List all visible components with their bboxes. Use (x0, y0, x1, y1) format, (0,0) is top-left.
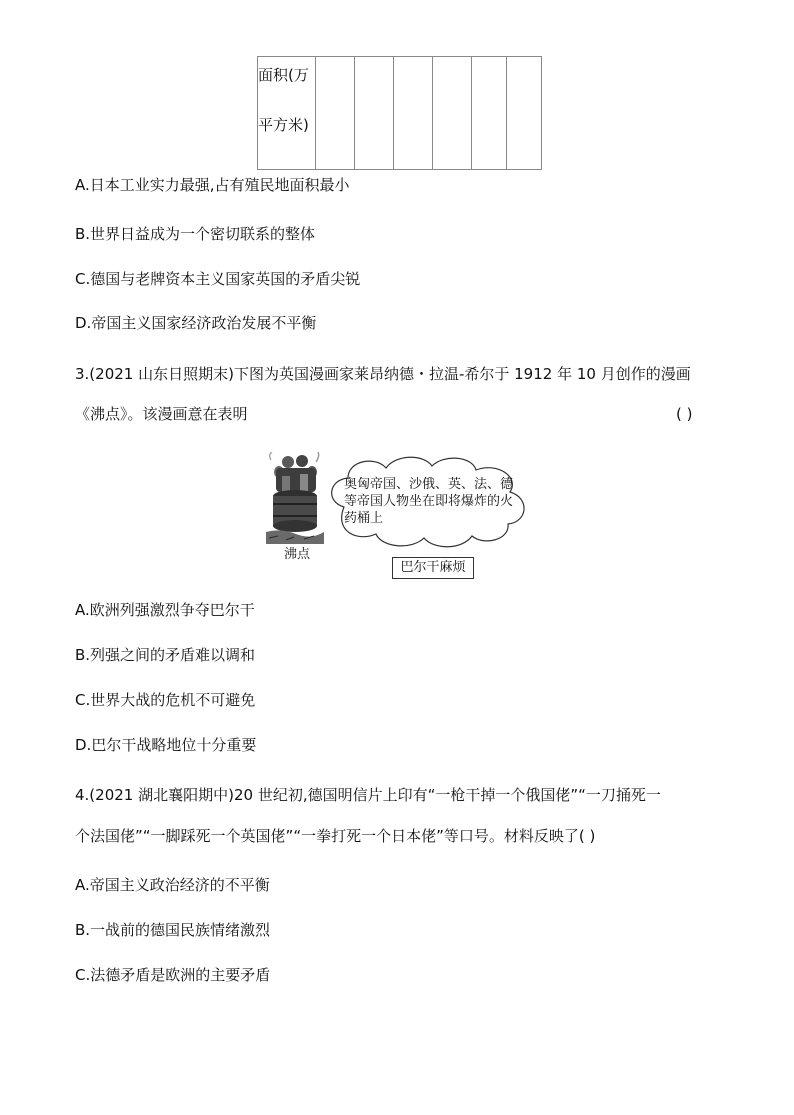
q3-option-a: A.欧洲列强激烈争夺巴尔干 (75, 601, 255, 619)
table-cell (472, 57, 507, 170)
cartoon-illustration (266, 452, 324, 544)
q3-stem-line1: 3.(2021 山东日照期末)下图为英国漫画家莱昂纳德・拉温-希尔于 1912 年 10 月创作的漫画 (75, 365, 691, 383)
q3-answer-bracket: ( ) (676, 405, 693, 423)
q3-stem-line2: 《沸点》。该漫画意在表明 (75, 405, 248, 423)
table-label-line2: 平方米) (258, 116, 309, 134)
table-label-line1: 面积(万 (258, 66, 309, 84)
q2-option-d: D.帝国主义国家经济政治发展不平衡 (75, 314, 317, 332)
table-cell (507, 57, 542, 170)
q4-stem-line2: 个法国佬”“一脚踩死一个英国佬”“一拳打死一个日本佬”等口号。材料反映了( ) (75, 827, 596, 845)
balkan-trouble-label: 巴尔干麻烦 (392, 557, 474, 579)
q2-option-a: A.日本工业实力最强,占有殖民地面积最小 (75, 176, 350, 194)
q3-option-c: C.世界大战的危机不可避免 (75, 691, 256, 709)
q4-option-b: B.一战前的德国民族情绪激烈 (75, 921, 271, 939)
table-row (258, 57, 542, 170)
q4-option-a: A.帝国主义政治经济的不平衡 (75, 876, 270, 894)
thought-bubble-text: 奥匈帝国、沙俄、英、法、德等帝国人物坐在即将爆炸的火药桶上 (344, 477, 514, 526)
table-cell (433, 57, 472, 170)
q4-stem-line1: 4.(2021 湖北襄阳期中)20 世纪初,德国明信片上印有“一枪干掉一个俄国佬”“一刀捅死一 (75, 786, 661, 804)
boiling-point-cartoon-figure (262, 452, 532, 580)
q3-option-b: B.列强之间的矛盾难以调和 (75, 646, 256, 664)
q2-option-c: C.德国与老牌资本主义国家英国的矛盾尖锐 (75, 270, 361, 288)
cartoon-caption: 沸点 (284, 547, 311, 562)
table-cell (355, 57, 394, 170)
table-cell (394, 57, 433, 170)
q4-option-c: C.法德矛盾是欧洲的主要矛盾 (75, 966, 271, 984)
q3-option-d: D.巴尔干战略地位十分重要 (75, 736, 257, 754)
table-cell (316, 57, 355, 170)
table-row-label (258, 57, 316, 170)
q2-option-b: B.世界日益成为一个密切联系的整体 (75, 225, 316, 243)
area-table-fragment (257, 56, 542, 170)
